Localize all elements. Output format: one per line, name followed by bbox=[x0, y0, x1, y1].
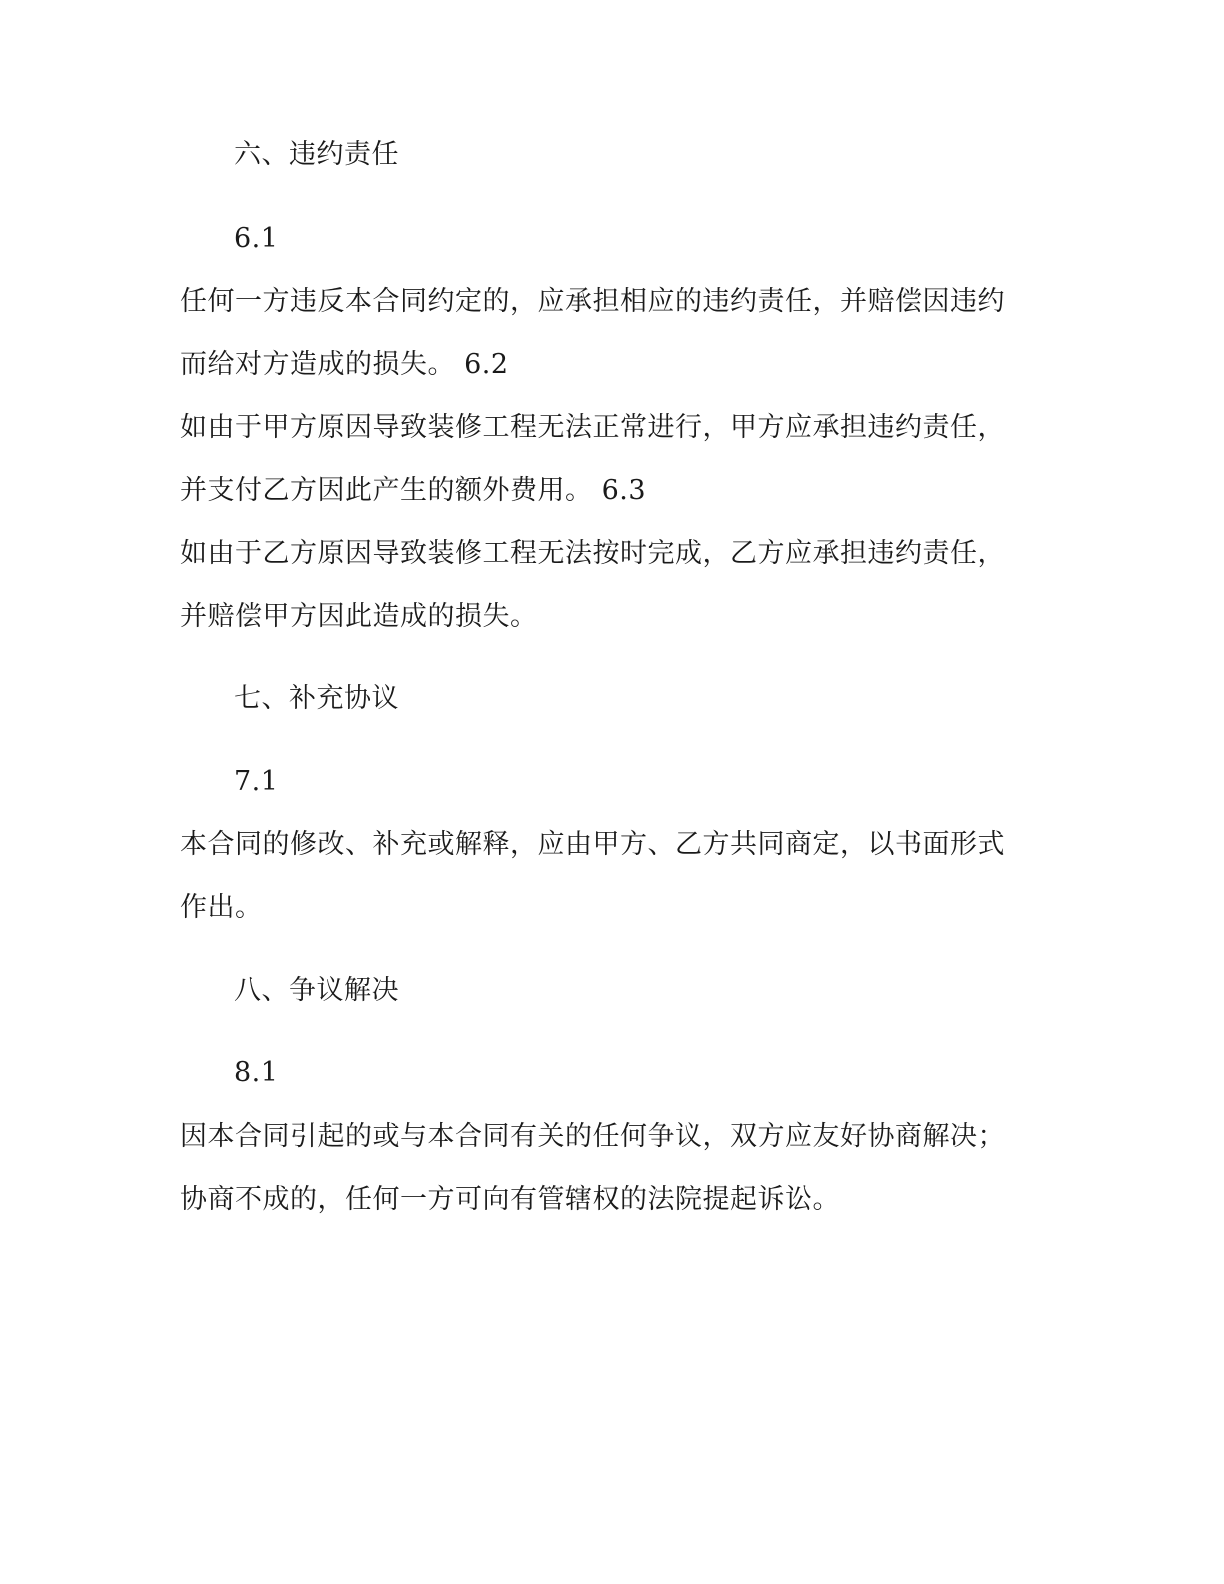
paragraph-line: 如由于甲方原因导致装修工程无法正常进行，甲方应承担违约责任， bbox=[180, 412, 1005, 443]
paragraph-line: 而给对方造成的损失。 6.2 bbox=[180, 349, 509, 380]
clause-number: 7.1 bbox=[234, 766, 279, 797]
paragraph-line: 协商不成的，任何一方可向有管辖权的法院提起诉讼。 bbox=[180, 1184, 840, 1215]
clause-number: 8.1 bbox=[234, 1057, 279, 1088]
paragraph-line: 作出。 bbox=[180, 892, 263, 923]
paragraph-line: 并赔偿甲方因此造成的损失。 bbox=[180, 601, 538, 632]
section-heading: 七、补充协议 bbox=[234, 683, 399, 714]
paragraph-line: 并支付乙方因此产生的额外费用。 6.3 bbox=[180, 475, 647, 506]
paragraph-line: 任何一方违反本合同约定的，应承担相应的违约责任，并赔偿因违约 bbox=[180, 286, 1005, 317]
section-heading: 八、争议解决 bbox=[234, 975, 399, 1006]
paragraph-line: 因本合同引起的或与本合同有关的任何争议，双方应友好协商解决； bbox=[180, 1121, 1005, 1152]
paragraph-line: 本合同的修改、补充或解释，应由甲方、乙方共同商定，以书面形式 bbox=[180, 829, 1005, 860]
paragraph-line: 如由于乙方原因导致装修工程无法按时完成，乙方应承担违约责任， bbox=[180, 538, 1005, 569]
section-heading: 六、违约责任 bbox=[234, 139, 399, 170]
clause-number: 6.1 bbox=[234, 223, 279, 254]
